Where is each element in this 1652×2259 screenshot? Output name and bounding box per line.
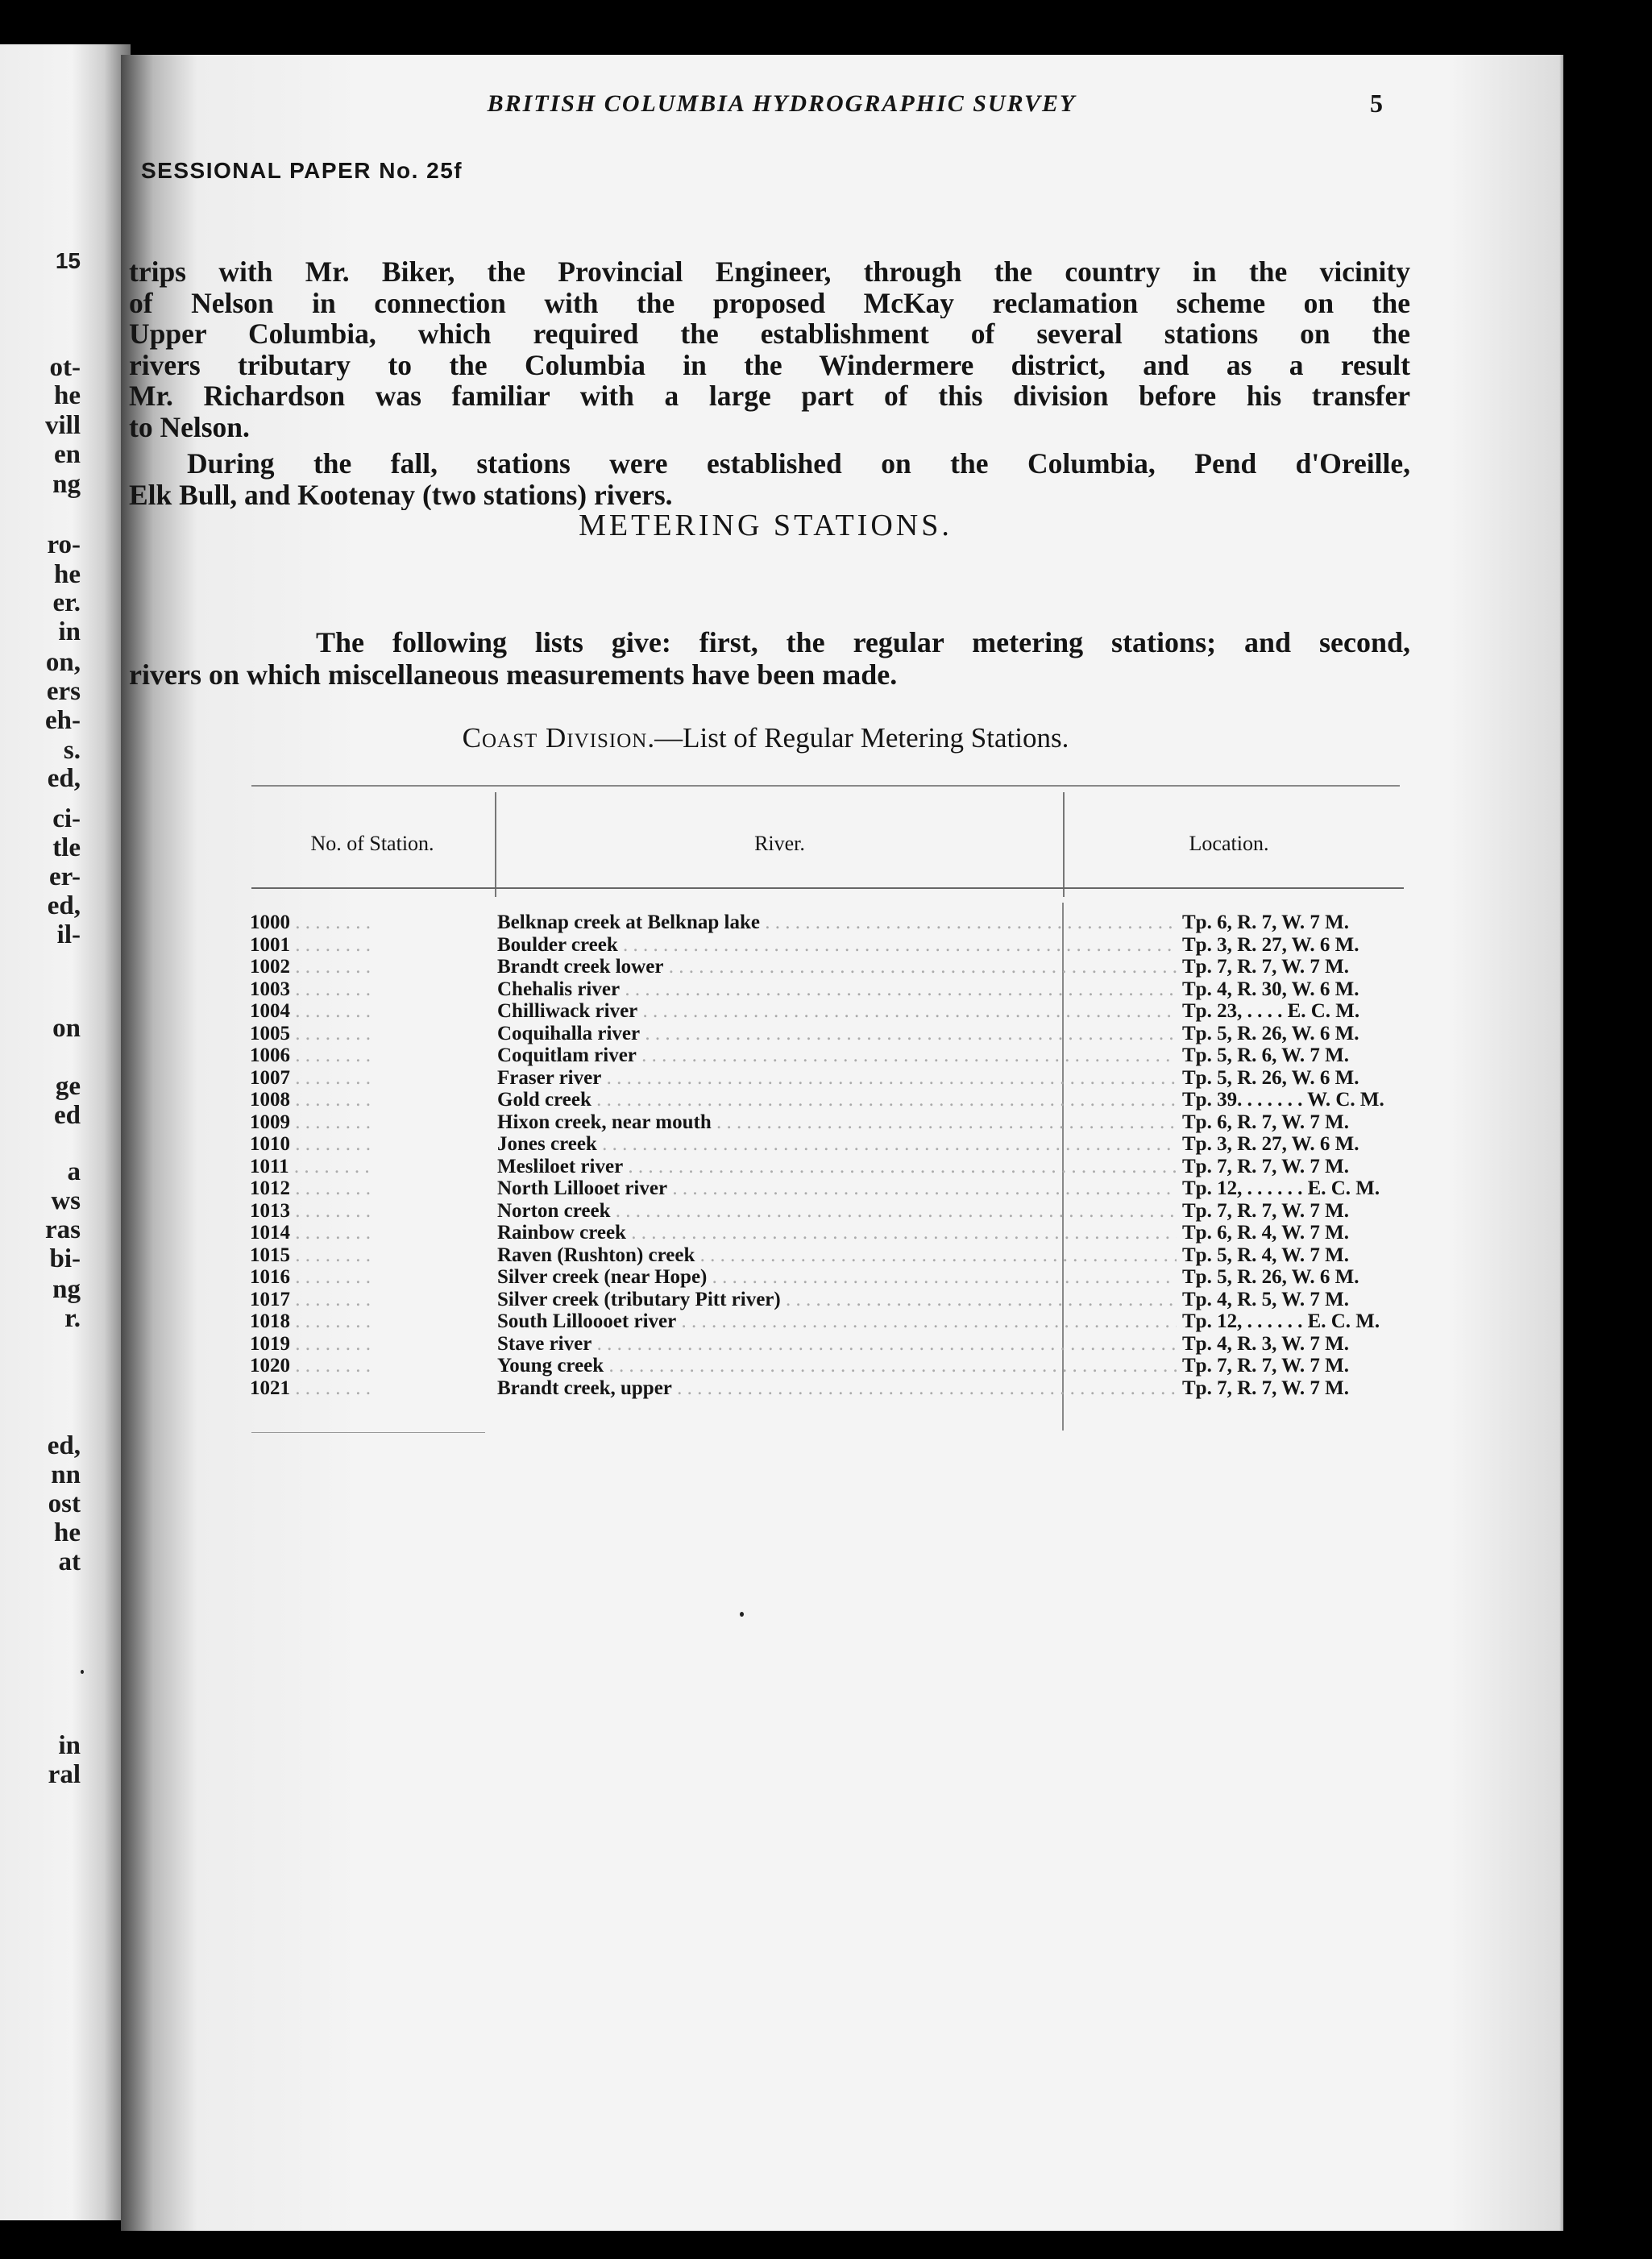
section-heading: METERING STATIONS. (579, 509, 953, 542)
station-location: Tp. 5, R. 6, W. 7 M. (1182, 1044, 1349, 1066)
facing-page-fragment: nn (51, 1462, 81, 1489)
station-location: Tp. 12, . . . . . . E. C. M. (1182, 1310, 1380, 1332)
river-name: North Lillooet river . . . (497, 1177, 1177, 1200)
table-row (121, 1222, 1410, 1244)
paragraph-line: Elk Bull, and Kootenay (two stations) rivers. (129, 479, 673, 510)
facing-page-fragment: he (54, 562, 81, 588)
column-header-river: River. (754, 832, 805, 855)
station-number: 1014 . . . (250, 1222, 371, 1244)
caption-text: .—List of Regular Metering Stations. (647, 722, 1069, 754)
station-number: 1012 . . . (250, 1177, 371, 1200)
station-number: 1008 . . . (250, 1089, 371, 1111)
river-name: Chehalis river . . . (497, 978, 1177, 1001)
facing-page-fragment: tle (52, 835, 81, 862)
print-speck (81, 1670, 84, 1674)
facing-page-fragment: at (58, 1549, 81, 1576)
facing-page-fragment: ci- (52, 806, 81, 833)
facing-page-fragment: a (67, 1159, 81, 1186)
station-location: Tp. 7, R. 7, W. 7 M. (1182, 956, 1349, 978)
facing-page-fragment: he (54, 1520, 81, 1547)
station-location: Tp. 5, R. 4, W. 7 M. (1182, 1244, 1349, 1266)
station-table-body (121, 911, 1410, 1399)
facing-page-fragment: ed (54, 1103, 81, 1129)
station-number: 1019 . . . (250, 1333, 371, 1356)
table-row (121, 1289, 1410, 1311)
facing-page-fragment: ng (52, 1277, 81, 1303)
river-name: Chilliwack river . . . (497, 1000, 1177, 1023)
paragraph-line: to Nelson. (129, 411, 250, 442)
paragraph-line: of Nelson in connection with the proposed McKay reclamation scheme on the (129, 287, 1410, 318)
station-location: Tp. 7, R. 7, W. 7 M. (1182, 1199, 1349, 1222)
station-number: 1020 . . . (250, 1355, 371, 1377)
table-row (121, 1133, 1410, 1156)
table-row (121, 978, 1410, 1001)
river-name: Young creek . . . (497, 1355, 1177, 1377)
river-name: Coquihalla river . . . (497, 1023, 1177, 1045)
facing-page-fragment: ge (55, 1073, 81, 1100)
facing-page-fragment: eh- (45, 708, 81, 734)
station-number: 1006 . . . (250, 1044, 371, 1067)
facing-page-fragment: ng (52, 471, 81, 498)
river-name: Rainbow creek . . . (497, 1222, 1177, 1244)
table-row (121, 1200, 1410, 1223)
river-name: Fraser river . . . (497, 1067, 1177, 1090)
facing-page-fragment: ral (48, 1762, 81, 1788)
river-name: Jones creek . . . (497, 1133, 1177, 1156)
facing-page-fragment: er. (52, 590, 81, 617)
table-row (121, 1244, 1410, 1267)
station-number: 1005 . . . (250, 1023, 371, 1045)
station-number: 1018 . . . (250, 1310, 371, 1333)
facing-page-fragment: ed, (47, 1433, 81, 1460)
table-row (121, 1111, 1410, 1134)
station-location: Tp. 5, R. 26, W. 6 M. (1182, 1266, 1359, 1288)
station-number: 1010 . . . (250, 1133, 371, 1156)
station-location: Tp. 7, R. 7, W. 7 M. (1182, 1355, 1349, 1377)
river-name: Mesliloet river . . . (497, 1156, 1177, 1178)
facing-page-fragment: in (58, 619, 81, 646)
station-number: 1015 . . . (250, 1244, 371, 1267)
facing-page-fragment: r. (64, 1306, 81, 1332)
table-row (121, 1177, 1410, 1200)
station-number: 1011 . . . (250, 1156, 371, 1178)
river-name: Boulder creek . . . (497, 934, 1177, 957)
column-header-station: No. of Station. (310, 832, 434, 855)
paragraph-line: During the fall, stations were established on the Columbia, Pend d'Oreille, (187, 448, 1410, 480)
facing-page-fragment: il- (56, 922, 81, 949)
station-number: 1016 . . . (250, 1266, 371, 1289)
station-location: Tp. 4, R. 3, W. 7 M. (1182, 1332, 1349, 1355)
facing-page-fragment: he (54, 383, 81, 409)
paragraph-line: rivers on which miscellaneous measurements have been made. (129, 658, 898, 691)
station-number: 1009 . . . (250, 1111, 371, 1134)
table-top-rule (251, 785, 1400, 787)
table-row (121, 1089, 1410, 1111)
station-location: Tp. 7, R. 7, W. 7 M. (1182, 1155, 1349, 1177)
river-name: Norton creek . . . (497, 1200, 1177, 1223)
column-header-location: Location. (1189, 832, 1269, 855)
station-location: Tp. 39. . . . . . . W. C. M. (1182, 1089, 1384, 1111)
station-location: Tp. 23, . . . . E. C. M. (1182, 1000, 1360, 1022)
facing-page-fragment: en (54, 442, 81, 468)
river-name: Hixon creek, near mouth . . . (497, 1111, 1177, 1134)
station-location: Tp. 3, R. 27, W. 6 M. (1182, 1133, 1359, 1155)
river-name: Silver creek (tributary Pitt river) . . . (497, 1289, 1177, 1311)
column-rule (495, 792, 496, 897)
facing-page (0, 44, 131, 2220)
station-location: Tp. 4, R. 30, W. 6 M. (1182, 978, 1359, 1000)
column-rule (1063, 792, 1065, 897)
facing-page-fragment: on, (45, 650, 81, 676)
facing-page-fragment: ost (48, 1491, 81, 1518)
intro-paragraph (129, 626, 1410, 691)
table-row (121, 1000, 1410, 1023)
facing-page-fragment: bi- (49, 1246, 81, 1273)
facing-page-fragment: ed, (47, 766, 81, 792)
paragraph-line: rivers tributary to the Columbia in the Windermere district, and as a result (129, 349, 1410, 380)
facing-page-fragment: ed, (47, 893, 81, 920)
facing-page-fragment: on (52, 1015, 81, 1042)
station-number: 1001 . . . (250, 934, 371, 957)
caption-division: Coast Division (462, 722, 648, 754)
river-name: Brandt creek lower . . . (497, 956, 1177, 978)
station-number: 1003 . . . (250, 978, 371, 1001)
paragraph-2 (129, 448, 1410, 510)
river-name: Coquitlam river . . . (497, 1044, 1177, 1067)
river-name: Brandt creek, upper . . . (497, 1377, 1177, 1400)
table-end-rule (251, 1432, 485, 1433)
facing-page-fragment: 15 (55, 250, 81, 272)
table-row (121, 1310, 1410, 1333)
table-row (121, 1023, 1410, 1045)
facing-page-fragment: ro- (47, 532, 81, 559)
facing-page-fragment: s. (63, 737, 81, 764)
river-name: Gold creek . . . (497, 1089, 1177, 1111)
table-row (121, 1355, 1410, 1377)
river-name: Silver creek (near Hope) . . . (497, 1266, 1177, 1289)
table-row (121, 956, 1410, 978)
paragraph-line: Upper Columbia, which required the establishment of several stations on the (129, 318, 1410, 350)
table-row (121, 1266, 1410, 1289)
table-row (121, 1067, 1410, 1090)
station-location: Tp. 5, R. 26, W. 6 M. (1182, 1022, 1359, 1044)
facing-page-fragment: in (58, 1733, 81, 1759)
facing-page-fragment: ers (46, 679, 81, 705)
page-number: 5 (1370, 89, 1383, 118)
river-name: Belknap creek at Belknap lake . . . (497, 911, 1177, 934)
header-bottom-rule (251, 887, 1404, 889)
station-location: Tp. 7, R. 7, W. 7 M. (1182, 1377, 1349, 1399)
table-caption (322, 722, 1209, 754)
paragraph-1 (129, 256, 1410, 442)
station-number: 1002 . . . (250, 956, 371, 978)
station-number: 1004 . . . (250, 1000, 371, 1023)
river-name: Stave river . . . (497, 1333, 1177, 1356)
station-location: Tp. 5, R. 26, W. 6 M. (1182, 1066, 1359, 1089)
station-location: Tp. 3, R. 27, W. 6 M. (1182, 933, 1359, 956)
facing-page-fragment: ws (51, 1188, 81, 1215)
print-speck (740, 1612, 744, 1617)
station-number: 1013 . . . (250, 1200, 371, 1223)
table-row (121, 911, 1410, 934)
table-row (121, 1377, 1410, 1400)
table-row (121, 1156, 1410, 1178)
table-row (121, 1044, 1410, 1067)
river-name: South Lilloooet river . . . (497, 1310, 1177, 1333)
table-row (121, 1333, 1410, 1356)
station-location: Tp. 6, R. 7, W. 7 M. (1182, 1111, 1349, 1133)
station-location: Tp. 6, R. 7, W. 7 M. (1182, 911, 1349, 933)
station-location: Tp. 12, . . . . . . E. C. M. (1182, 1177, 1380, 1199)
river-name: Raven (Rushton) creek . . . (497, 1244, 1177, 1267)
paragraph-line: trips with Mr. Biker, the Provincial Engineer, through the country in the vicinity (129, 256, 1410, 288)
table-row (121, 934, 1410, 957)
facing-page-fragment: vill (44, 413, 81, 439)
facing-page-fragment: er- (48, 864, 81, 891)
sessional-paper-label: SESSIONAL PAPER No. 25f (141, 158, 463, 183)
paragraph-line: Mr. Richardson was familiar with a large part of this division before his transfer (129, 380, 1410, 412)
facing-page-fragment: ras (45, 1217, 81, 1244)
station-number: 1021 . . . (250, 1377, 371, 1400)
facing-page-fragment: ot- (49, 355, 81, 381)
station-number: 1017 . . . (250, 1289, 371, 1311)
station-location: Tp. 4, R. 5, W. 7 M. (1182, 1288, 1349, 1310)
station-location: Tp. 6, R. 4, W. 7 M. (1182, 1222, 1349, 1244)
station-number: 1007 . . . (250, 1067, 371, 1090)
station-number: 1000 . . . (250, 911, 371, 934)
running-header: BRITISH COLUMBIA HYDROGRAPHIC SURVEY (487, 90, 1077, 117)
paragraph-line: The following lists give: first, the regular metering stations; and second, (316, 626, 1410, 658)
